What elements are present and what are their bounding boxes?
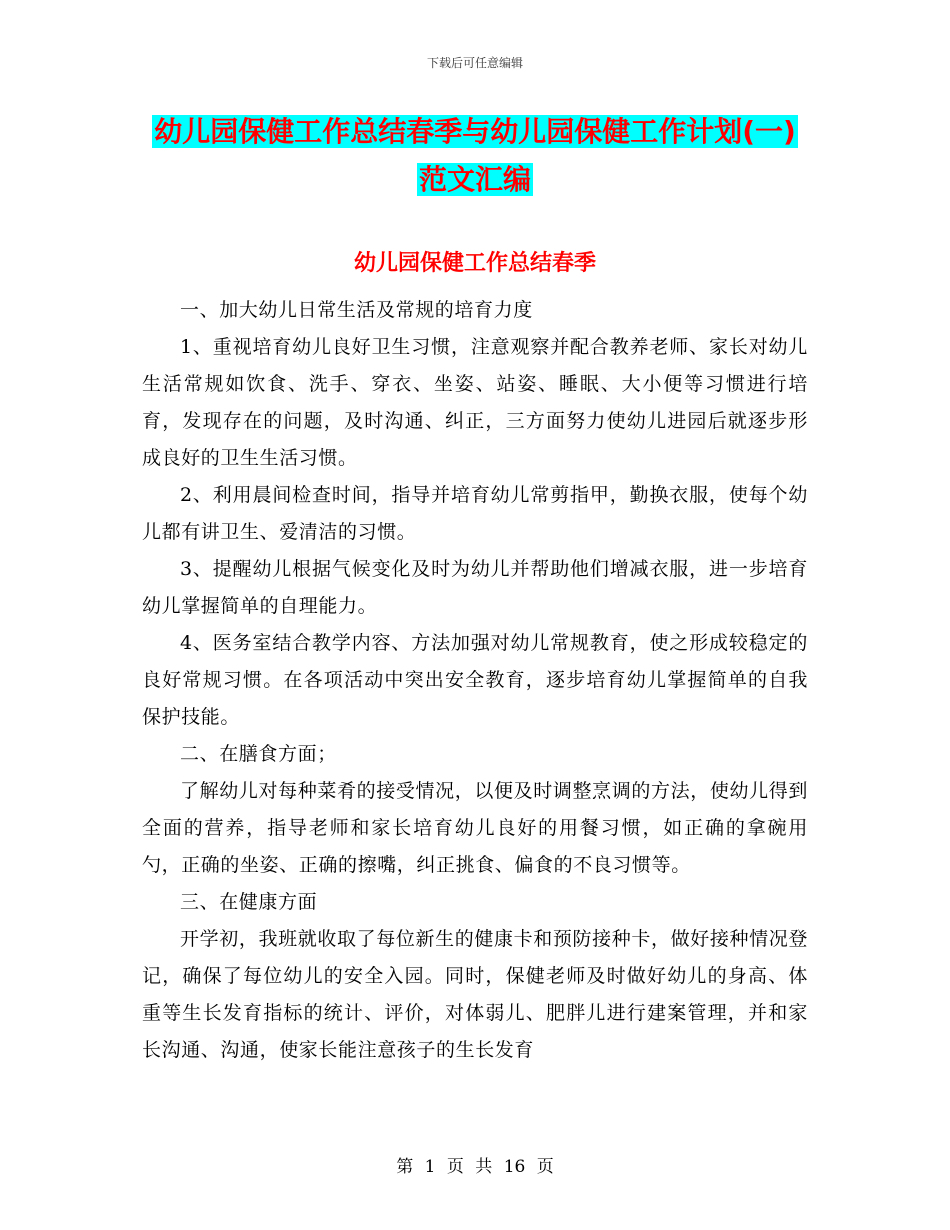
paragraph-heading-2: 二、在膳食方面；: [180, 743, 337, 765]
main-title-line2-text: 范文汇编: [418, 163, 531, 196]
paragraph: 3、提醒幼儿根据气候变化及时为幼儿并帮助他们增减衣服，进一步培育幼儿掌握简单的自理能力。: [142, 558, 808, 617]
main-title-line2: [0, 156, 950, 204]
section-title: 幼儿园保健工作总结春季: [353, 251, 596, 276]
paragraph: 开学初，我班就收取了每位新生的健康卡和预防接种卡，做好接种情况登记，确保了每位幼儿的安全入园。同时，保健老师及时做好幼儿的身高、体重等生长发育指标的统计、评价，对体弱儿、肥胖儿进行建案管理，并和家长沟通、沟通，使家长能注意孩子的生长发育: [142, 928, 808, 1061]
paragraph-heading-1: 一、加大幼儿日常生活及常规的培育力度: [180, 299, 533, 321]
paragraph: 了解幼儿对每种菜肴的接受情况，以便及时调整烹调的方法，使幼儿得到全面的营养，指导老师和家长培育幼儿良好的用餐习惯，如正确的拿碗用勺，正确的坐姿、正确的擦嘴，纠正挑食、偏食的不良习惯等。: [142, 780, 808, 876]
header-note: 下载后可任意编辑: [426, 56, 523, 70]
paragraph-heading-3: 三、在健康方面: [180, 891, 318, 913]
main-title-line1: [0, 108, 950, 156]
document-body: [142, 292, 808, 1069]
paragraph: 4、医务室结合教学内容、方法加强对幼儿常规教育，使之形成较稳定的良好常规习惯。在各项活动中突出安全教育，逐步培育幼儿掌握简单的自我保护技能。: [142, 632, 808, 728]
paragraph: 1、重视培育幼儿良好卫生习惯，注意观察并配合教养老师、家长对幼儿生活常规如饮食、洗手、穿衣、坐姿、站姿、睡眠、大小便等习惯进行培育，发现存在的问题，及时沟通、纠正，三方面努力使幼儿进园后就逐步形成良好的卫生生活习惯。: [142, 336, 808, 469]
main-title: [0, 108, 950, 204]
main-title-line1-text: 幼儿园保健工作总结春季与幼儿园保健工作计划(一): [154, 115, 796, 148]
paragraph: 2、利用晨间检查时间，指导并培育幼儿常剪指甲，勤换衣服，使每个幼儿都有讲卫生、爱清洁的习惯。: [142, 484, 808, 543]
page-footer: 第 1 页 共 16 页: [396, 1157, 554, 1177]
